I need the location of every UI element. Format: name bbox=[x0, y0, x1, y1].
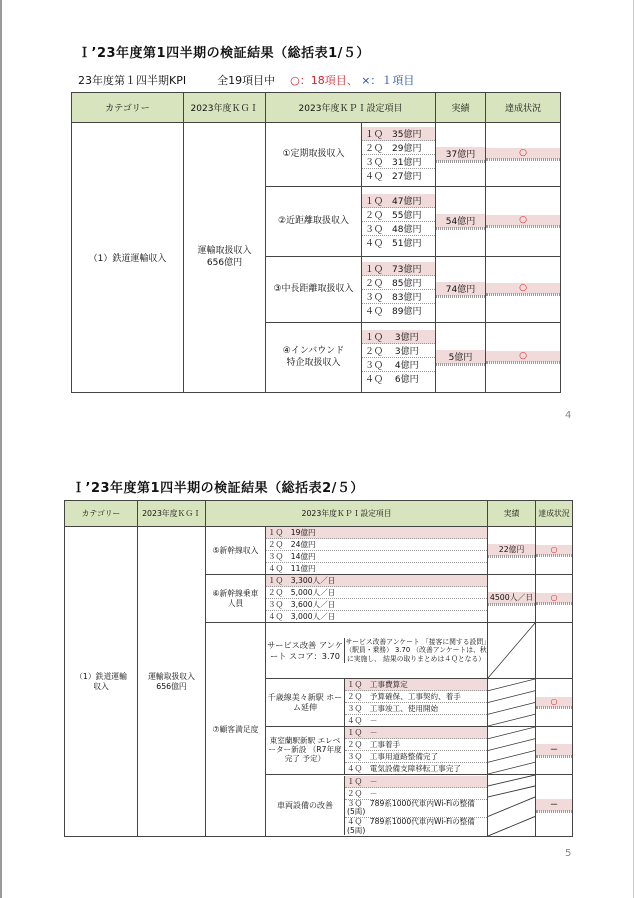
kpi-circle-count: ○：18項目、 bbox=[290, 74, 358, 87]
header-category: カテゴリー bbox=[65, 501, 138, 527]
status-mark: ○ bbox=[536, 697, 572, 707]
quarter-target: ４Ｑ 3,000人／日 bbox=[268, 612, 336, 621]
actual-value: 22億円 bbox=[488, 544, 535, 556]
quarter-target: ２Ｑ － bbox=[345, 788, 487, 800]
quarter-target: ４Ｑ 6億円 bbox=[365, 375, 419, 385]
kgi-cell: 運輸取扱収入 656億円 bbox=[184, 123, 266, 393]
quarter-target: ３Ｑ 48億円 bbox=[362, 222, 435, 236]
quarter-target: ２Ｑ 55億円 bbox=[362, 208, 435, 222]
quarter-target: １Ｑ 3億円 bbox=[362, 330, 435, 344]
quarter-target: ２Ｑ 予算確保、工事契約、着手 bbox=[345, 691, 487, 703]
actual-value: 54億円 bbox=[436, 214, 485, 228]
survey-label: サービス改善 アンケート スコア：3.70 bbox=[266, 638, 345, 662]
quarter-target: １Ｑ 47億円 bbox=[362, 194, 435, 208]
quarter-target: ４Ｑ 789系1000代車内Wi-Fiの整備 (5両) bbox=[347, 817, 475, 835]
actual-value: 37億円 bbox=[436, 147, 485, 161]
kpi-item-name: ④インバウンド 特企取扱収入 bbox=[266, 323, 362, 393]
category-cell: （1）鉄道運輸 収入 bbox=[65, 527, 138, 837]
header-kpi: 2023年度ＫＰＩ設定項目 bbox=[266, 93, 436, 123]
quarter-target: ３Ｑ 83億円 bbox=[362, 290, 435, 304]
header-status: 達成状況 bbox=[486, 93, 561, 123]
status-mark: － bbox=[536, 744, 572, 756]
actual-na bbox=[488, 623, 536, 679]
table-header-row bbox=[65, 501, 573, 527]
header-actual: 実績 bbox=[436, 93, 486, 123]
header-kpi: 2023年度ＫＰＩ設定項目 bbox=[206, 501, 488, 527]
category-cell: （1）鉄道運輸収入 bbox=[72, 123, 184, 393]
summary-table-1 bbox=[71, 92, 561, 393]
table-row bbox=[65, 527, 573, 575]
actual-value: 4500人／日 bbox=[489, 592, 534, 602]
quarter-target: ３Ｑ 3,600人／日 bbox=[266, 599, 487, 611]
quarter-target: ４Ｑ 89億円 bbox=[365, 307, 422, 317]
actual-value: 74億円 bbox=[436, 282, 485, 296]
kpi-item-name: ⑥新幹線乗車 人員 bbox=[206, 575, 266, 623]
quarter-target: ４Ｑ － bbox=[347, 716, 378, 725]
page-number-5: 5 bbox=[565, 848, 572, 859]
quarter-target: １Ｑ 19億円 bbox=[266, 527, 487, 539]
quarter-target: ２Ｑ 3億円 bbox=[362, 344, 435, 358]
kpi-item-name: ②近距離取扱収入 bbox=[266, 187, 362, 257]
actual-na bbox=[488, 727, 536, 775]
kpi-item-name: ③中長距離取扱収入 bbox=[266, 257, 362, 323]
quarter-target: ２Ｑ 5,000人／日 bbox=[266, 587, 487, 599]
quarter-target: ３Ｑ 工事用道路整備完了 bbox=[345, 751, 487, 763]
status-mark: ○ bbox=[486, 215, 560, 226]
quarter-target: ３Ｑ 工事竣工、使用開始 bbox=[345, 703, 487, 715]
header-kgi: 2023年度ＫＧＩ bbox=[184, 93, 266, 123]
survey-detail: サービス改善アンケート 「接客に関する設問」（駅員・乗務） 3.70 （改善アンケートは、秋に実施し、 結果の取りまとめは４Ｑとなる） bbox=[345, 638, 487, 663]
quarter-target: ２Ｑ 29億円 bbox=[362, 141, 435, 155]
actual-na bbox=[488, 679, 536, 727]
elevator-label: 東室蘭駅新駅 エレベーター新設 （R7年度完了 予定） bbox=[266, 727, 345, 774]
vehicle-label: 車両設備の改善 bbox=[266, 776, 345, 836]
page2-title: Ｉ’23年度第1四半期の検証結果（総括表2/５） bbox=[72, 481, 364, 496]
quarter-target: ２Ｑ 85億円 bbox=[362, 276, 435, 290]
status-mark: － bbox=[536, 799, 572, 811]
header-kgi: 2023年度ＫＧＩ bbox=[138, 501, 206, 527]
status-mark: ○ bbox=[486, 351, 560, 362]
page1-title: Ｉ’23年度第1四半期の検証結果（総括表1/５） bbox=[78, 46, 370, 61]
chitose-label: 千歳線美々新駅 ホーム延伸 bbox=[266, 679, 345, 726]
kpi-item-name: ①定期取扱収入 bbox=[266, 123, 362, 187]
quarter-target: ３Ｑ 4億円 bbox=[362, 358, 435, 372]
kpi-item-name: ⑤新幹線収入 bbox=[206, 527, 266, 575]
quarter-target: １Ｑ － bbox=[345, 727, 487, 739]
page-left-border bbox=[0, 0, 2, 898]
status-mark: ○ bbox=[536, 545, 572, 555]
status-mark: ○ bbox=[536, 593, 572, 603]
quarter-target: ４Ｑ 11億円 bbox=[268, 564, 316, 573]
summary-table-2 bbox=[64, 500, 573, 837]
quarter-target: ４Ｑ 電気設備支障移転工事完了 bbox=[347, 764, 461, 773]
actual-value: 5億円 bbox=[436, 350, 485, 364]
quarter-target: １Ｑ 3,300人／日 bbox=[266, 575, 487, 587]
header-status: 達成状況 bbox=[536, 501, 573, 527]
quarter-target: ３Ｑ 789系1000代車内Wi-Fiの整備 (5両) bbox=[345, 800, 487, 818]
quarter-target: １Ｑ 35億円 bbox=[362, 127, 435, 141]
quarter-target: ３Ｑ 31億円 bbox=[362, 155, 435, 169]
actual-na bbox=[488, 775, 536, 837]
page-number-4: 4 bbox=[565, 410, 572, 421]
header-actual: 実績 bbox=[488, 501, 536, 527]
table-row bbox=[72, 123, 561, 187]
quarter-target: ２Ｑ 24億円 bbox=[266, 539, 487, 551]
quarter-target: １Ｑ 73億円 bbox=[362, 262, 435, 276]
kpi-period: 23年度第１四半期KPI bbox=[78, 74, 187, 87]
kpi-cross-count: ×：１項目 bbox=[361, 74, 415, 87]
kpi-total: 全19項目中 bbox=[217, 74, 276, 87]
quarter-target: ４Ｑ 51億円 bbox=[365, 239, 422, 249]
quarter-target: ３Ｑ 14億円 bbox=[266, 551, 487, 563]
table-header-row bbox=[72, 93, 561, 123]
kgi-cell: 運輸取扱収入 656億円 bbox=[138, 527, 206, 837]
quarter-target: １Ｑ － bbox=[345, 776, 487, 788]
status-mark: ○ bbox=[486, 283, 560, 294]
quarter-target: ２Ｑ 工事着手 bbox=[345, 739, 487, 751]
quarter-target: １Ｑ 工事費算定 bbox=[345, 679, 487, 691]
status-mark: ○ bbox=[486, 148, 560, 159]
quarter-target: ４Ｑ 27億円 bbox=[365, 172, 422, 182]
kpi-item-name: ⑦顧客満足度 bbox=[206, 623, 266, 837]
header-category: カテゴリー bbox=[72, 93, 184, 123]
page1-subtitle bbox=[78, 72, 414, 88]
